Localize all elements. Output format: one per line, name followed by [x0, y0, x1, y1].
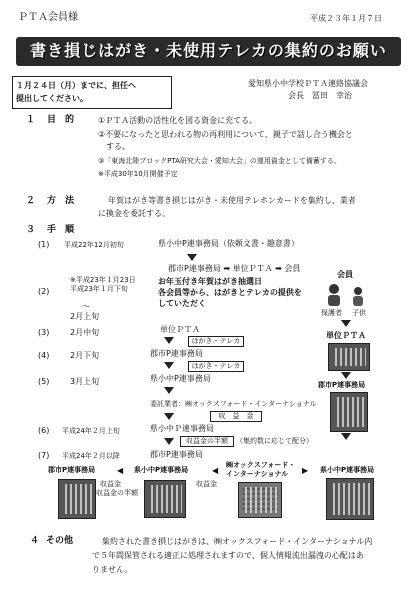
step-when: 平成22年12月初旬	[64, 241, 124, 249]
step-when: 2月下旬	[70, 351, 100, 360]
step-what: 県小中P連事務局	[150, 374, 211, 383]
city-building-icon	[58, 479, 96, 519]
down-arrow	[187, 254, 197, 261]
step-no: (7)	[38, 451, 50, 460]
step-what: 委託業者：㈱オックスフォード・インターナショナル	[150, 400, 317, 408]
parent-label: 保護者	[321, 309, 342, 317]
steps-num: ３	[26, 225, 36, 235]
down-arrow	[164, 438, 174, 445]
left-arrow: ◀	[212, 466, 219, 475]
down-arrow	[164, 387, 174, 394]
school-building-icon	[328, 343, 370, 371]
date: 平成２３年１月７日	[310, 14, 382, 23]
method-title: 方 法	[47, 196, 75, 206]
step-what: 郡市P連事務局 ➡ 単位ＰＴＡ ➡ 会員	[168, 264, 301, 273]
method-line1: 年賀はがき等書き損じはがき・未使用テレホンカードを集約し、業者	[108, 196, 356, 205]
members-label: 会員	[337, 270, 353, 279]
bottom-oxford-label: ㈱オックスフォード・インターナショナル	[226, 461, 296, 478]
down-arrow	[341, 320, 351, 327]
step-no: (1)	[38, 240, 50, 249]
deadline-line1: １月２４日（月）までに、担任へ	[16, 81, 136, 90]
step-when: 3月上旬	[70, 377, 100, 386]
tilde: 〜	[82, 302, 90, 311]
down-arrow	[164, 337, 174, 344]
step-no: (4)	[38, 351, 50, 360]
bottom-pref2-label: 県小中P連事務局	[320, 466, 375, 474]
purpose-item-1: ①ＰＴＡ活動の活性化を図る資金に充てる。	[98, 116, 258, 125]
step-what: 単位ＰＴＡ	[160, 325, 200, 334]
title-banner	[16, 37, 401, 66]
pref-building-icon-2	[326, 478, 374, 520]
step-what: 県小中P連事務局（依頼文書・趣意書）	[158, 239, 299, 248]
purpose-title: 目 的	[47, 115, 75, 125]
step-when: 平成24年２月以降	[62, 452, 120, 460]
bottom-pref-label: 県小中P連事務局	[134, 466, 189, 474]
deadline-box	[12, 76, 172, 109]
purpose-note: ※平成30年10月開催予定	[98, 170, 178, 178]
other-line3: りません。	[92, 565, 133, 574]
revenue-half-tag: 収益金の半額	[180, 436, 234, 447]
revenue-half-label: 収益金の半額	[96, 489, 138, 497]
revenue-label: 収益金	[100, 480, 121, 488]
purpose-item-3: ③「東海北陸ブロックPTA研究大会・愛知大会」の運用資金として備蓄する。	[98, 157, 341, 165]
step-no: (6)	[38, 426, 50, 435]
step-what: 郡市P連事務局	[150, 349, 203, 358]
left-arrow: ◀	[117, 466, 124, 475]
sender-name: 会長 冨田 幸治	[288, 91, 352, 100]
step-when: 2月中旬	[70, 328, 100, 337]
down-arrow	[164, 362, 174, 369]
other-line2: で５年間保管される適正に処理されますので、個人情報流出漏洩の心配はあ	[92, 551, 364, 560]
recipient: ＰＴＡ会員様	[18, 12, 78, 23]
city-office-icon	[330, 392, 368, 432]
method-num: ２	[26, 196, 36, 206]
steps-title: 手 順	[47, 225, 75, 235]
other-line1: 集約された書き損じはがきは、㈱オックスフォード・インターナショナル内	[102, 537, 373, 546]
purpose-item-2b: する。	[98, 142, 130, 151]
bottom-city-label: 郡市P連事務局	[48, 466, 96, 474]
unit-pta-label: 単位ＰＴＡ	[326, 331, 366, 340]
company-building-icon	[238, 482, 282, 518]
step-no: (5)	[38, 377, 50, 386]
pref-building-icon	[144, 480, 186, 518]
family-icon	[318, 282, 378, 308]
page-title: 書き損じはがき・未使用テレカの集約のお願い	[30, 41, 387, 60]
revenue-label-2: 収益金	[196, 480, 217, 488]
purpose-item-2: ②不要になったと思われる物の再利用について、親子で話し合う機会と	[98, 130, 353, 139]
purpose-num: １	[26, 115, 36, 125]
step-when: 2月上旬	[70, 312, 100, 321]
method-line2: に換金を委託する。	[98, 209, 170, 218]
step-no: (2)	[38, 287, 50, 296]
allocation-note: （集約数に応じて配分）	[236, 437, 313, 445]
other-num: ４	[30, 536, 40, 546]
down-arrow	[341, 372, 351, 379]
hagaki-tag: はがき・テレカ	[188, 336, 244, 347]
hagaki-tag-2: はがき・テレカ	[188, 361, 244, 372]
down-arrow	[341, 433, 351, 440]
city-label: 郡市P連事務局	[318, 381, 366, 389]
sender-org: 愛知県小中学校ＰＴＡ連絡協議会	[248, 79, 368, 88]
down-arrow	[164, 413, 174, 420]
step-when: 平成24年２月上旬	[62, 427, 120, 435]
step-when: ※平成23年１月23日 平成23年１月下旬	[70, 276, 136, 293]
step-what: 郡市P連事務局	[150, 450, 203, 459]
right-arrow: ▶	[302, 466, 309, 475]
step-what: 県小中Ｐ連事務局	[150, 424, 214, 433]
deadline-line2: 提出してください。	[16, 94, 88, 103]
step-what: お年玉付き年賀はがき抽選日 各会員等から、はがきとテレカの提供を していただく	[158, 277, 302, 308]
other-title: その他	[46, 536, 74, 546]
revenue-tag: 収 益 金	[210, 411, 262, 422]
step-no: (3)	[38, 328, 50, 337]
child-label: 子供	[352, 309, 366, 317]
